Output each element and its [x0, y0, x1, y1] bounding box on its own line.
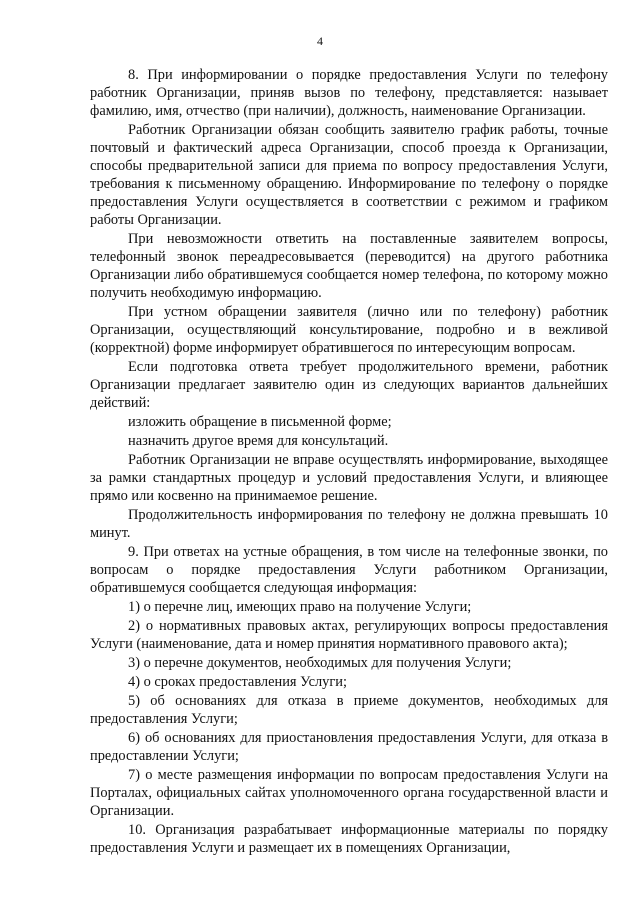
- list-item: 2) о нормативных правовых актах, регулирующих вопросы предоставления Услуги (наименование, дата и номер принятия нормативного правового акта);: [90, 618, 608, 652]
- list-item: изложить обращение в письменной форме;: [128, 414, 392, 430]
- list-item: 6) об основаниях для приостановления предоставления Услуги, для отказа в предоставлении Услуги;: [90, 730, 608, 764]
- paragraph: При невозможности ответить на поставленные заявителем вопросы, телефонный звонок переадресовывается (переводится) на другого работника Организации либо обратившемуся сообщается номер телефона, по которому можно получить необходимую информацию.: [90, 231, 608, 301]
- list-item: 4) о сроках предоставления Услуги;: [128, 674, 347, 690]
- list-item: 3) о перечне документов, необходимых для получения Услуги;: [128, 655, 512, 671]
- paragraph-9: 9. При ответах на устные обращения, в том числе на телефонные звонки, по вопросам о порядке предоставления Услуги работником Организации, обратившемуся сообщается следующая информация:: [90, 544, 608, 596]
- paragraph-10: 10. Организация разрабатывает информационные материалы по порядку предоставления Услуги и размещает их в помещениях Организации,: [90, 822, 608, 856]
- paragraph: Работник Организации обязан сообщить заявителю график работы, точные почтовый и фактический адреса Организации, способ проезда к Организации, способы предварительной записи для приема по вопросу предоставления Услуги, требования к письменному обращению. Информирование по телефону о порядке предоставления Услуги осуществляется в соответствии с режимом и графиком работы Организации.: [90, 122, 608, 228]
- paragraph: При устном обращении заявителя (лично или по телефону) работник Организации, осуществляющий консультирование, подробно и в вежливой (корректной) форме информирует обратившегося по интересующим вопросам.: [90, 304, 608, 356]
- list-item: 1) о перечне лиц, имеющих право на получение Услуги;: [128, 599, 472, 615]
- paragraph: Работник Организации не вправе осуществлять информирование, выходящее за рамки стандартных процедур и условий предоставления Услуги, и влияющее прямо или косвенно на принимаемое решение.: [90, 452, 608, 504]
- paragraph: Продолжительность информирования по телефону не должна превышать 10 минут.: [90, 507, 608, 541]
- paragraph: Если подготовка ответа требует продолжительного времени, работник Организации предлагает заявителю один из следующих вариантов дальнейших действий:: [90, 359, 608, 411]
- list-item: 5) об основаниях для отказа в приеме документов, необходимых для предоставления Услуги;: [90, 693, 608, 727]
- paragraph-8: 8. При информировании о порядке предоставления Услуги по телефону работник Организации, приняв вызов по телефону, представляется: называет фамилию, имя, отчество (при наличии), должность, наименование Организации.: [90, 67, 608, 119]
- list-item: 7) о месте размещения информации по вопросам предоставления Услуги на Порталах, официальных сайтах уполномоченного органа государственной власти и Организации.: [90, 767, 608, 819]
- document-body: [90, 66, 608, 857]
- list-item: назначить другое время для консультаций.: [128, 433, 389, 449]
- page-number: 4: [317, 34, 323, 48]
